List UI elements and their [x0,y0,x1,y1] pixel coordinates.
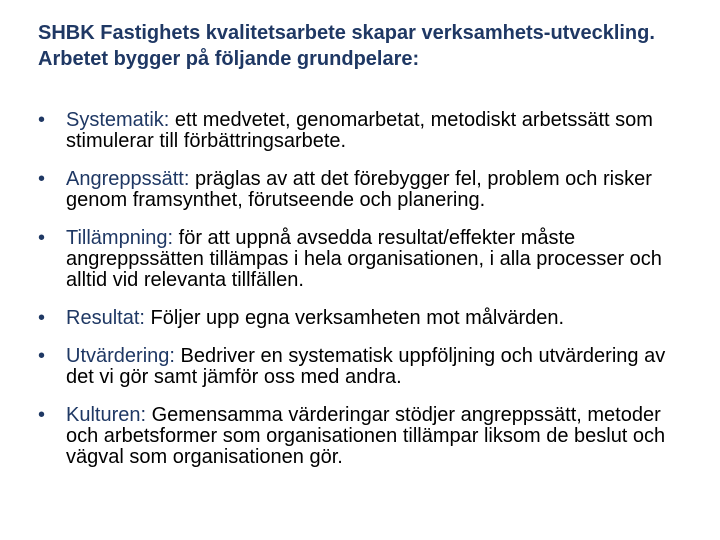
bullet-text: Bedriver en systematisk uppföljning och utvärdering av det vi gör samt jämför oss med andra. [66,345,666,388]
bullet-list [38,110,698,485]
bullet-term: Resultat: [66,307,145,329]
bullet-marker-icon: • [38,345,46,367]
bullet-marker-icon: • [38,227,46,249]
bullet-text: ett medvetet, genomarbetat, metodiskt arbetssätt som stimulerar till förbättringsarbete. [66,109,653,152]
bullet-item-systematik [38,110,698,152]
slide-title: SHBK Fastighets kvalitetsarbete skapar verksamhets-utveckling. Arbetet bygger på följande grundpelare: [38,22,655,70]
bullet-text: Gemensamma värderingar stödjer angreppssätt, metoder och arbetsformer som organisationen tillämpar liksom de beslut och vägval som organisationen gör. [66,404,666,468]
bullet-text: för att uppnå avsedda resultat/effekter måste angreppssätten tillämpas i hela organisationen, i alla processer och alltid vid relevanta tillfällen. [66,227,662,291]
bullet-marker-icon: • [38,109,46,131]
bullet-item-kulturen [38,405,698,468]
bullet-term: Angreppssätt: [66,168,190,190]
bullet-term: Utvärdering: [66,345,175,367]
bullet-marker-icon: • [38,307,46,329]
bullet-term: Systematik: [66,109,170,131]
bullet-item-resultat [38,308,698,329]
bullet-item-angreppssatt [38,169,698,211]
bullet-item-tillampning [38,228,698,291]
bullet-term: Tillämpning: [66,227,174,249]
bullet-item-utvardering [38,346,698,388]
bullet-marker-icon: • [38,168,46,190]
bullet-text: Följer upp egna verksamheten mot målvärden. [144,307,565,329]
bullet-marker-icon: • [38,404,46,426]
bullet-text: präglas av att det förebygger fel, problem och risker genom framsynthet, förutseende och planering. [66,168,652,211]
bullet-term: Kulturen: [66,404,147,426]
